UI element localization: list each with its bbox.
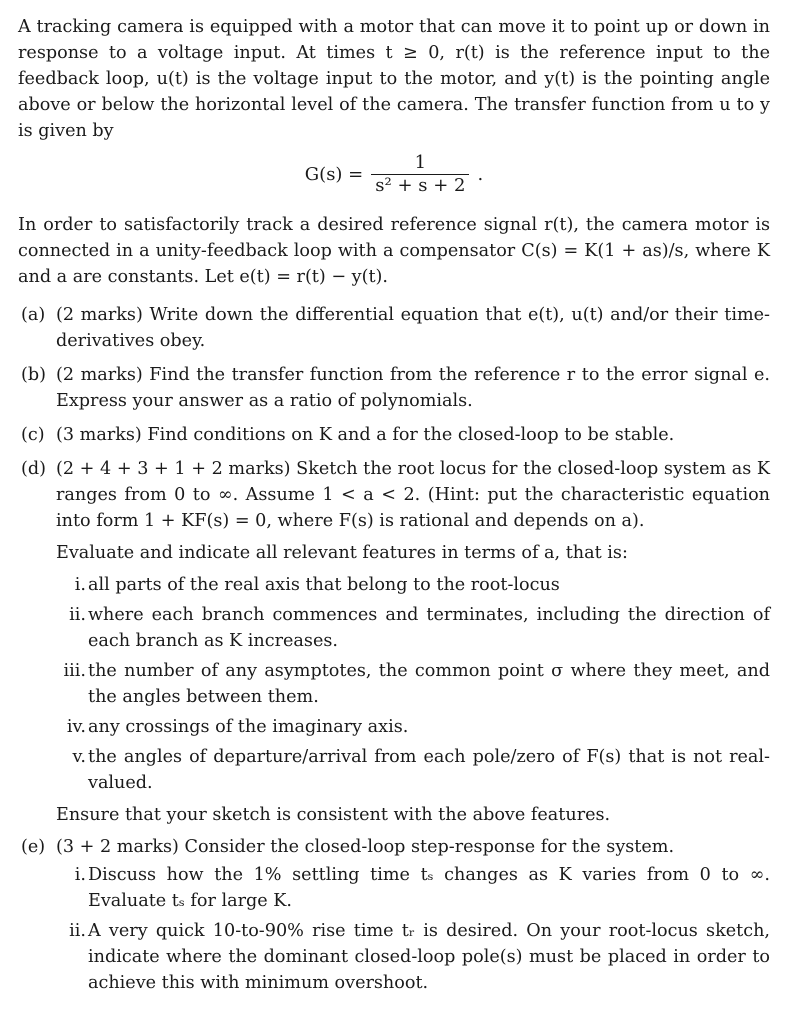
part-d-item-iv-text: any crossings of the imaginary axis. [88, 717, 409, 737]
transfer-function-equation [18, 152, 770, 202]
part-d-item-iii-label: iii. [63, 661, 86, 681]
part-a-text: (2 marks) Write down the differential equation that e(t), u(t) and/or their time-derivatives obey. [56, 305, 770, 351]
part-c-text: (3 marks) Find conditions on K and a for the closed-loop to be stable. [56, 425, 675, 445]
part-c-label: (c) [21, 425, 45, 445]
part-a-label: (a) [21, 305, 46, 325]
part-b [18, 362, 770, 414]
part-a [18, 302, 770, 354]
part-d-item-iv [18, 714, 770, 740]
part-e-item-i-label: i. [74, 865, 86, 885]
setup-paragraph: In order to satisfactorily track a desired reference signal r(t), the camera motor is connected in a unity-feedback loop with a compensator C(s) = K(1 + as)/s, where K and a are constants. Let e(t) = r(t) − y(t). [18, 215, 770, 287]
part-d-item-v-text: the angles of departure/arrival from each pole/zero of F(s) that is not real-valued. [88, 747, 770, 793]
question-parts [18, 302, 770, 996]
part-d-label: (d) [21, 459, 46, 479]
part-d-lead: Evaluate and indicate all relevant features in terms of a, that is: [56, 543, 628, 563]
part-e-text: (3 + 2 marks) Consider the closed-loop step-response for the system. [56, 837, 675, 857]
part-d-item-ii-text: where each branch commences and terminates, including the direction of each branch as K increases. [88, 605, 770, 651]
part-d-item-i-text: all parts of the real axis that belong to the root-locus [88, 575, 560, 595]
part-d-item-iv-label: iv. [66, 717, 86, 737]
equation-fraction [371, 152, 469, 197]
part-b-label: (b) [21, 365, 46, 385]
part-d-item-iii-text: the number of any asymptotes, the common point σ where they meet, and the angles between them. [88, 661, 770, 707]
part-d-item-ii-label: ii. [69, 605, 86, 625]
equation-lhs: G(s) = [304, 163, 364, 185]
part-d-item-iii [18, 658, 770, 710]
part-d-item-v-label: v. [72, 747, 86, 767]
part-e-item-ii [18, 918, 770, 996]
part-d [18, 456, 770, 534]
part-c [18, 422, 770, 448]
part-d-item-ii [18, 602, 770, 654]
intro-paragraph: A tracking camera is equipped with a motor that can move it to point up or down in response to a voltage input. At times t ≥ 0, r(t) is the reference input to the feedback loop, u(t) is the voltage input to the motor, and y(t) is the pointing angle above or below the horizontal level of the camera. The transfer function from u to y is given by [18, 17, 770, 141]
part-d-closing: Ensure that your sketch is consistent with the above features. [56, 805, 611, 825]
part-e [18, 834, 770, 860]
part-d-text: (2 + 4 + 3 + 1 + 2 marks) Sketch the root locus for the closed-loop system as K ranges from 0 to ∞. Assume 1 < a < 2. (Hint: put the characteristic equation into form 1 + KF(s) = 0, where F(s) is rational and depends on a). [56, 459, 770, 531]
part-e-item-ii-label: ii. [69, 921, 86, 941]
equation-trail: . [477, 163, 484, 185]
part-e-item-ii-text: A very quick 10-to-90% rise time tᵣ is desired. On your root-locus sketch, indicate where the dominant closed-loop pole(s) must be placed in order to achieve this with minimum overshoot. [88, 921, 770, 993]
part-e-label: (e) [21, 837, 46, 857]
part-d-item-i-label: i. [74, 575, 86, 595]
part-e-item-i-text: Discuss how the 1% settling time tₛ changes as K varies from 0 to ∞. Evaluate tₛ for large K. [88, 865, 770, 911]
part-d-item-v [18, 744, 770, 796]
part-b-text: (2 marks) Find the transfer function from the reference r to the error signal e. Express your answer as a ratio of polynomials. [56, 365, 770, 411]
equation-row [305, 152, 483, 197]
part-e-item-i [18, 862, 770, 914]
problem-document [18, 14, 770, 1000]
equation-numerator: 1 [414, 152, 427, 173]
part-d-item-i [18, 572, 770, 598]
equation-denominator: s² + s + 2 [375, 175, 466, 196]
